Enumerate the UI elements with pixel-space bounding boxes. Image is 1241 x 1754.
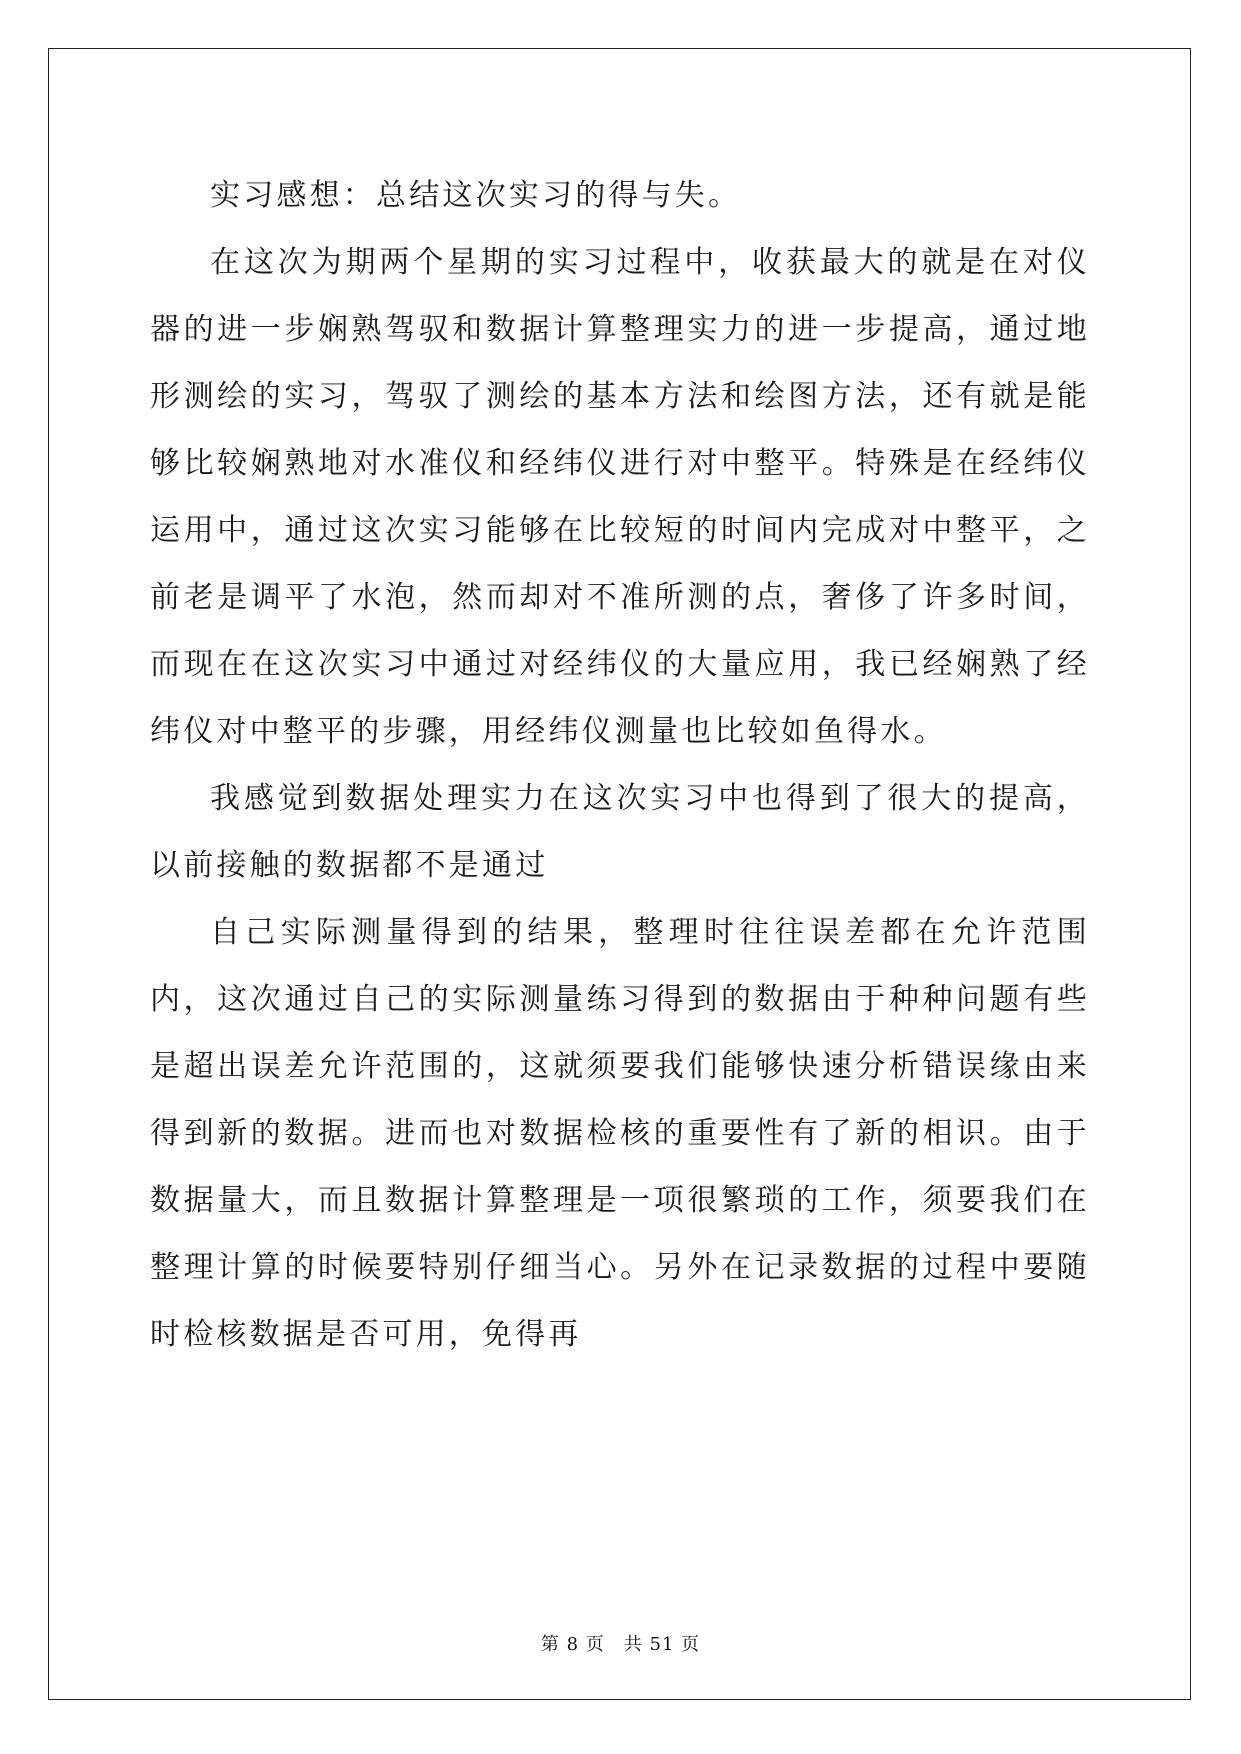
- paragraph: 自己实际测量得到的结果，整理时往往误差都在允许范围内，这次通过自己的实际测量练习得到的数据由于种种问题有些是超出误差允许范围的，这就须要我们能够快速分析错误缘由来得到新的数据。进而也对数据检核的重要性有了新的相识。由于数据量大，而且数据计算整理是一项很繁琐的工作，须要我们在整理计算的时候要特别仔细当心。另外在记录数据的过程中要随时检核数据是否可用，免得再: [150, 915, 1090, 1352]
- document-body: [150, 162, 1090, 1368]
- page-number-footer: 第 8 页 共 51 页: [540, 1634, 701, 1655]
- paragraph: 我感觉到数据处理实力在这次实习中也得到了很大的提高，以前接触的数据都不是通过: [150, 781, 1090, 883]
- paragraph: 在这次为期两个星期的实习过程中，收获最大的就是在对仪器的进一步娴熟驾驭和数据计算整理实力的进一步提高，通过地形测绘的实习，驾驭了测绘的基本方法和绘图方法，还有就是能够比较娴熟地对水准仪和经纬仪进行对中整平。特殊是在经纬仪运用中，通过这次实习能够在比较短的时间内完成对中整平，之前老是调平了水泡，然而却对不准所测的点，奢侈了许多时间，而现在在这次实习中通过对经纬仪的大量应用，我已经娴熟了经纬仪对中整平的步骤，用经纬仪测量也比较如鱼得水。: [150, 245, 1090, 749]
- paragraph: 实习感想：总结这次实习的得与失。: [210, 178, 742, 213]
